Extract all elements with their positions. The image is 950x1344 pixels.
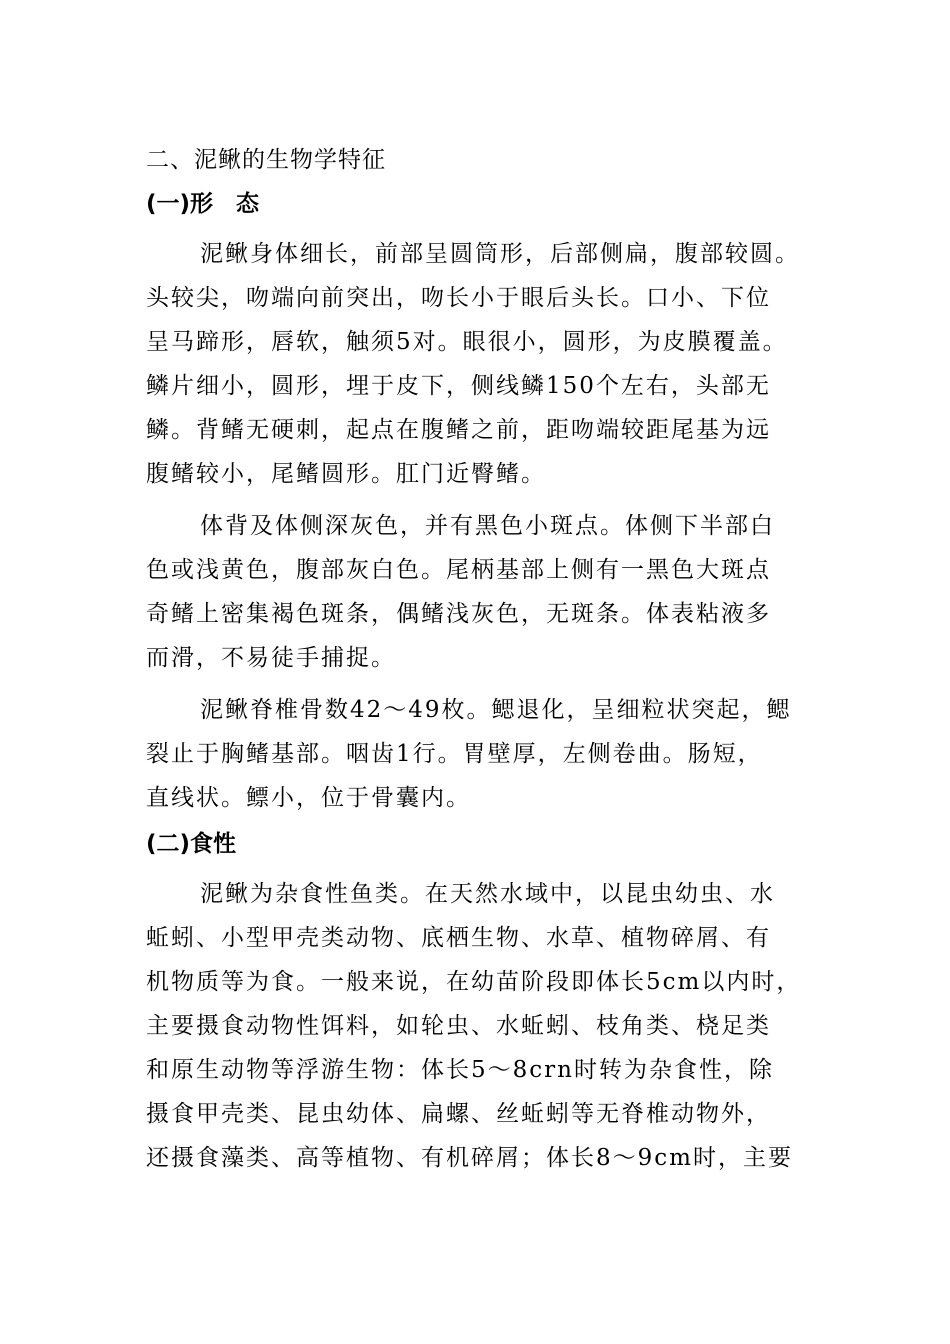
- text-line: 鳞。背鳍无硬刺，起点在腹鳍之前，距吻端较距尾基为远: [146, 417, 771, 443]
- subsection-heading-morphology: (一)形 态: [146, 191, 260, 217]
- paragraph-diet: [146, 872, 836, 1180]
- document-page: [146, 140, 836, 1180]
- text-line: 头较尖，吻端向前突出，吻长小于眼后头长。口小、下位: [146, 285, 771, 311]
- text-line: 奇鳍上密集褐色斑条，偶鳍浅灰色，无斑条。体表粘液多: [146, 601, 771, 627]
- text-line: 机物质等为食。一般来说，在幼苗阶段即体长5cm以内时，: [146, 969, 802, 995]
- text-line: 还摄食藻类、高等植物、有机碎屑；体长8～9cm时，主要: [146, 1145, 793, 1171]
- paragraph-body-shape: [146, 232, 836, 496]
- text-line: 色或浅黄色，腹部灰白色。尾柄基部上侧有一黑色大斑点: [146, 557, 771, 583]
- text-line: 泥鳅为杂食性鱼类。在天然水域中，以昆虫幼虫、水: [200, 881, 775, 907]
- text-line: 鳞片细小，圆形，埋于皮下，侧线鳞150个左右，头部无: [146, 373, 771, 399]
- text-line: 摄食甲壳类、昆虫幼体、扁螺、丝蚯蚓等无脊椎动物外，: [146, 1101, 771, 1127]
- paragraph-anatomy: [146, 688, 836, 820]
- paragraph-body-color: [146, 504, 836, 680]
- subsection-heading-diet: (二)食性: [146, 831, 237, 857]
- text-line: 裂止于胸鳍基部。咽齿1行。胃壁厚，左侧卷曲。肠短，: [146, 741, 763, 767]
- text-line: 而滑，不易徒手捕捉。: [146, 645, 396, 671]
- text-line: 体背及体侧深灰色，并有黑色小斑点。体侧下半部白: [200, 513, 775, 539]
- section-title: 二、泥鳅的生物学特征: [146, 147, 386, 173]
- text-line: 呈马蹄形，唇软，触须5对。眼很小，圆形，为皮膜覆盖。: [146, 329, 788, 355]
- text-line: 主要摄食动物性饵料，如轮虫、水蚯蚓、枝角类、桡足类: [146, 1013, 771, 1039]
- text-line: 泥鳅身体细长，前部呈圆筒形，后部侧扁，腹部较圆。: [200, 241, 800, 267]
- text-line: 腹鳍较小，尾鳍圆形。肛门近臀鳍。: [146, 461, 546, 487]
- text-line: 和原生动物等浮游生物：体长5～8crn时转为杂食性，除: [146, 1057, 774, 1083]
- text-line: 直线状。鳔小，位于骨囊内。: [146, 785, 471, 811]
- text-line: 蚯蚓、小型甲壳类动物、底栖生物、水草、植物碎屑、有: [146, 925, 771, 951]
- text-line: 泥鳅脊椎骨数42～49枚。鳃退化，呈细粒状突起，鳃: [200, 697, 792, 723]
